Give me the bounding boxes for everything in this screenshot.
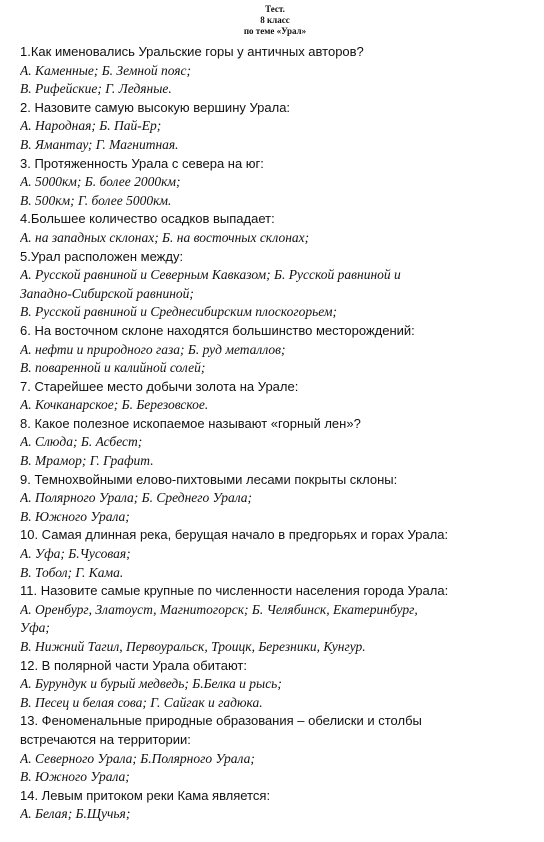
- answer-options-line: А. на западных склонах; Б. на восточных склонах;: [20, 229, 310, 245]
- answer-options-line: А. Северного Урала; Б.Полярного Урала;: [20, 750, 255, 766]
- question-line: 2. Назовите самую высокую вершину Урала:: [20, 99, 291, 115]
- answer-options-line: А. Уфа; Б.Чусовая;: [20, 546, 131, 562]
- question-line: 12. В полярной части Урала обитают:: [20, 657, 247, 673]
- question-line: 5.Урал расположен между:: [20, 248, 184, 264]
- answer-options-line: А. Оренбург, Златоуст, Магнитогорск; Б. Челябинск, Екатеринбург,: [20, 601, 418, 617]
- answer-options-line: В. Русской равниной и Среднесибирским плоскогорьем;: [20, 304, 337, 320]
- answer-options-line: В. Ямантау; Г. Магнитная.: [20, 136, 179, 152]
- answer-options-line: А. нефти и природного газа; Б. руд металлов;: [20, 341, 286, 357]
- question-line: 4.Большее количество осадков выпадает:: [20, 211, 275, 227]
- answer-options-line: А. Каменные; Б. Земной пояс;: [20, 62, 192, 78]
- question-line: 7. Старейшее место добычи золота на Урале:: [20, 378, 299, 394]
- answer-options-line: В. Тобол; Г. Кама.: [20, 564, 124, 580]
- test-body: [20, 43, 530, 824]
- answer-options-line: В. Южного Урала;: [20, 508, 130, 524]
- answer-options-line: А. 5000км; Б. более 2000км;: [20, 174, 181, 190]
- answer-options-line: А. Народная; Б. Пай-Ер;: [20, 118, 162, 134]
- answer-options-line: А. Слюда; Б. Асбест;: [20, 434, 143, 450]
- answer-options-line: В. Южного Урала;: [20, 769, 130, 785]
- header-topic: по теме «Урал»: [243, 26, 307, 36]
- question-line: 9. Темнохвойными елово-пихтовыми лесами покрыты склоны:: [20, 471, 398, 487]
- document-header: [20, 4, 530, 37]
- answer-options-line: А. Белая; Б.Щучья;: [20, 806, 131, 822]
- answer-options-line: А. Кочканарское; Б. Березовское.: [20, 397, 209, 413]
- answer-options-line: В. поваренной и калийной солей;: [20, 360, 206, 376]
- question-line: 1.Как именовались Уральские горы у античных авторов?: [20, 44, 364, 59]
- question-line: встречаются на территории:: [20, 731, 191, 747]
- question-line: 6. На восточном склоне находятся большинство месторождений:: [20, 322, 415, 338]
- answer-options-line: В. Мрамор; Г. Графит.: [20, 453, 154, 469]
- question-line: 14. Левым притоком реки Кама является:: [20, 787, 271, 803]
- question-line: 3. Протяженность Урала с севера на юг:: [20, 155, 264, 171]
- header-grade: 8 класс: [260, 15, 290, 25]
- answer-options-line: В. Нижний Тагил, Первоуральск, Троицк, Березники, Кунгур.: [20, 639, 366, 654]
- answer-options-line: Уфа;: [20, 620, 50, 636]
- answer-options-line: А. Бурундук и бурый медведь; Б.Белка и рысь;: [20, 676, 282, 692]
- question-line: 13. Феноменальные природные образования – обелиски и столбы: [20, 713, 422, 729]
- question-line: 8. Какое полезное ископаемое называют «горный лен»?: [20, 415, 361, 431]
- answer-options-line: В. Рифейские; Г. Ледяные.: [20, 81, 172, 97]
- answer-options-line: В. 500км; Г. более 5000км.: [20, 192, 172, 208]
- answer-options-line: Западно-Сибирской равниной;: [20, 285, 194, 301]
- answer-options-line: В. Песец и белая сова; Г. Сайгак и гадюка.: [20, 694, 263, 710]
- header-title: Тест.: [265, 4, 285, 14]
- question-line: 11. Назовите самые крупные по численности населения города Урала:: [20, 583, 449, 599]
- answer-options-line: А. Русской равниной и Северным Кавказом; Б. Русской равниной и: [20, 267, 401, 283]
- question-line: 10. Самая длинная река, берущая начало в предгорьях и горах Урала:: [20, 527, 449, 543]
- answer-options-line: А. Полярного Урала; Б. Среднего Урала;: [20, 490, 252, 506]
